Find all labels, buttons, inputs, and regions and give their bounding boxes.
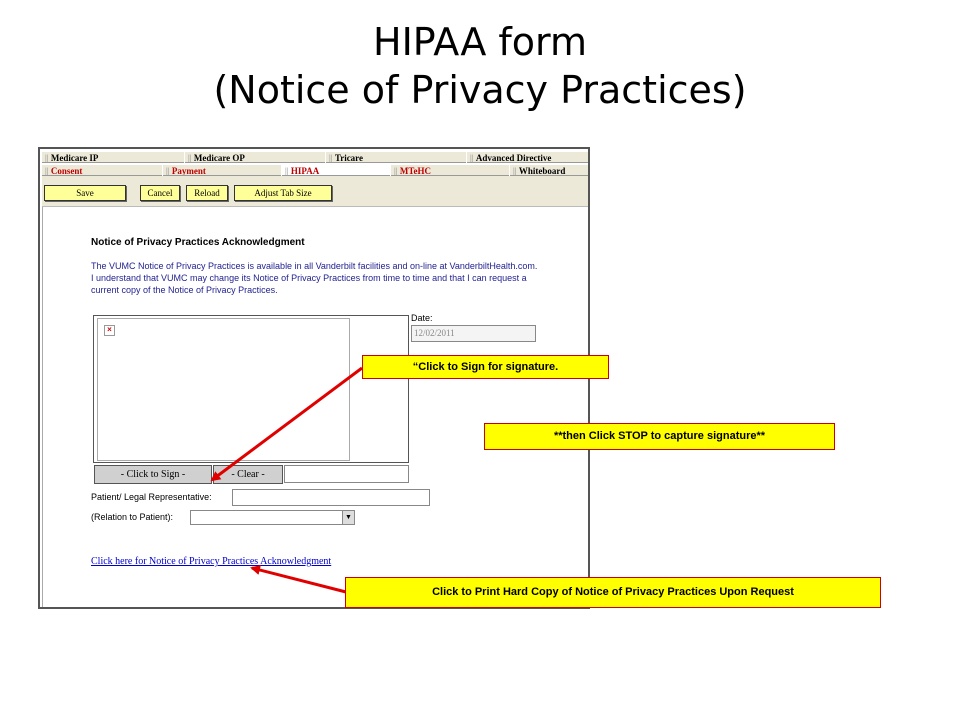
sign-arrow — [212, 368, 362, 480]
save-button[interactable]: Save — [44, 185, 126, 201]
click-to-sign-button[interactable]: - Click to Sign - — [94, 465, 212, 484]
slide-title-line2: (Notice of Privacy Practices) — [213, 68, 747, 112]
reload-button[interactable]: Reload — [186, 185, 228, 201]
representative-label: Patient/ Legal Representative: — [91, 492, 212, 502]
print-arrow — [252, 568, 346, 592]
date-label: Date: — [411, 313, 433, 323]
callout-click-stop: **then Click STOP to capture signature** — [484, 423, 835, 450]
tab-whiteboard[interactable]: || Whiteboard — [510, 164, 590, 176]
tab-mtehc[interactable]: || MTeHC — [391, 164, 509, 176]
clear-signature-button[interactable]: - Clear - — [213, 465, 283, 484]
acknowledgment-text: The VUMC Notice of Privacy Practices is available in all Vanderbilt facilities and on-line at VanderbiltHealth.com. I understand that VUMC may change its Notice of Privacy Practices from time to time and that I can request a current copy of the Notice of Privacy Practices. — [91, 261, 538, 295]
relation-label: (Relation to Patient): — [91, 512, 174, 522]
callout-print-hard-copy: Click to Print Hard Copy of Notice of Privacy Practices Upon Request — [345, 577, 881, 608]
tab-consent[interactable]: || Consent — [42, 164, 162, 176]
broken-image-icon: × — [104, 325, 115, 336]
tab-payment[interactable]: || Payment — [163, 164, 281, 176]
callout-click-to-sign: “Click to Sign for signature. — [362, 355, 609, 379]
date-field[interactable]: 12/02/2011 — [411, 325, 536, 342]
adjust-tab-size-button[interactable]: Adjust Tab Size — [234, 185, 332, 201]
tab-hipaa[interactable]: || HIPAA — [282, 164, 390, 176]
tab-medicare-ip[interactable]: || Medicare IP — [42, 151, 184, 163]
tab-medicare-op[interactable]: || Medicare OP — [185, 151, 325, 163]
cancel-button[interactable]: Cancel — [140, 185, 180, 201]
tab-advanced-directive[interactable]: || Advanced Directive — [467, 151, 590, 163]
tab-tricare[interactable]: || Tricare — [326, 151, 466, 163]
slide-title-line1: HIPAA form — [373, 20, 587, 64]
dropdown-arrow-icon[interactable]: ▼ — [342, 511, 354, 524]
print-notice-link[interactable]: Click here for Notice of Privacy Practices Acknowledgment — [91, 556, 332, 567]
acknowledgment-heading: Notice of Privacy Practices Acknowledgment — [91, 237, 305, 248]
